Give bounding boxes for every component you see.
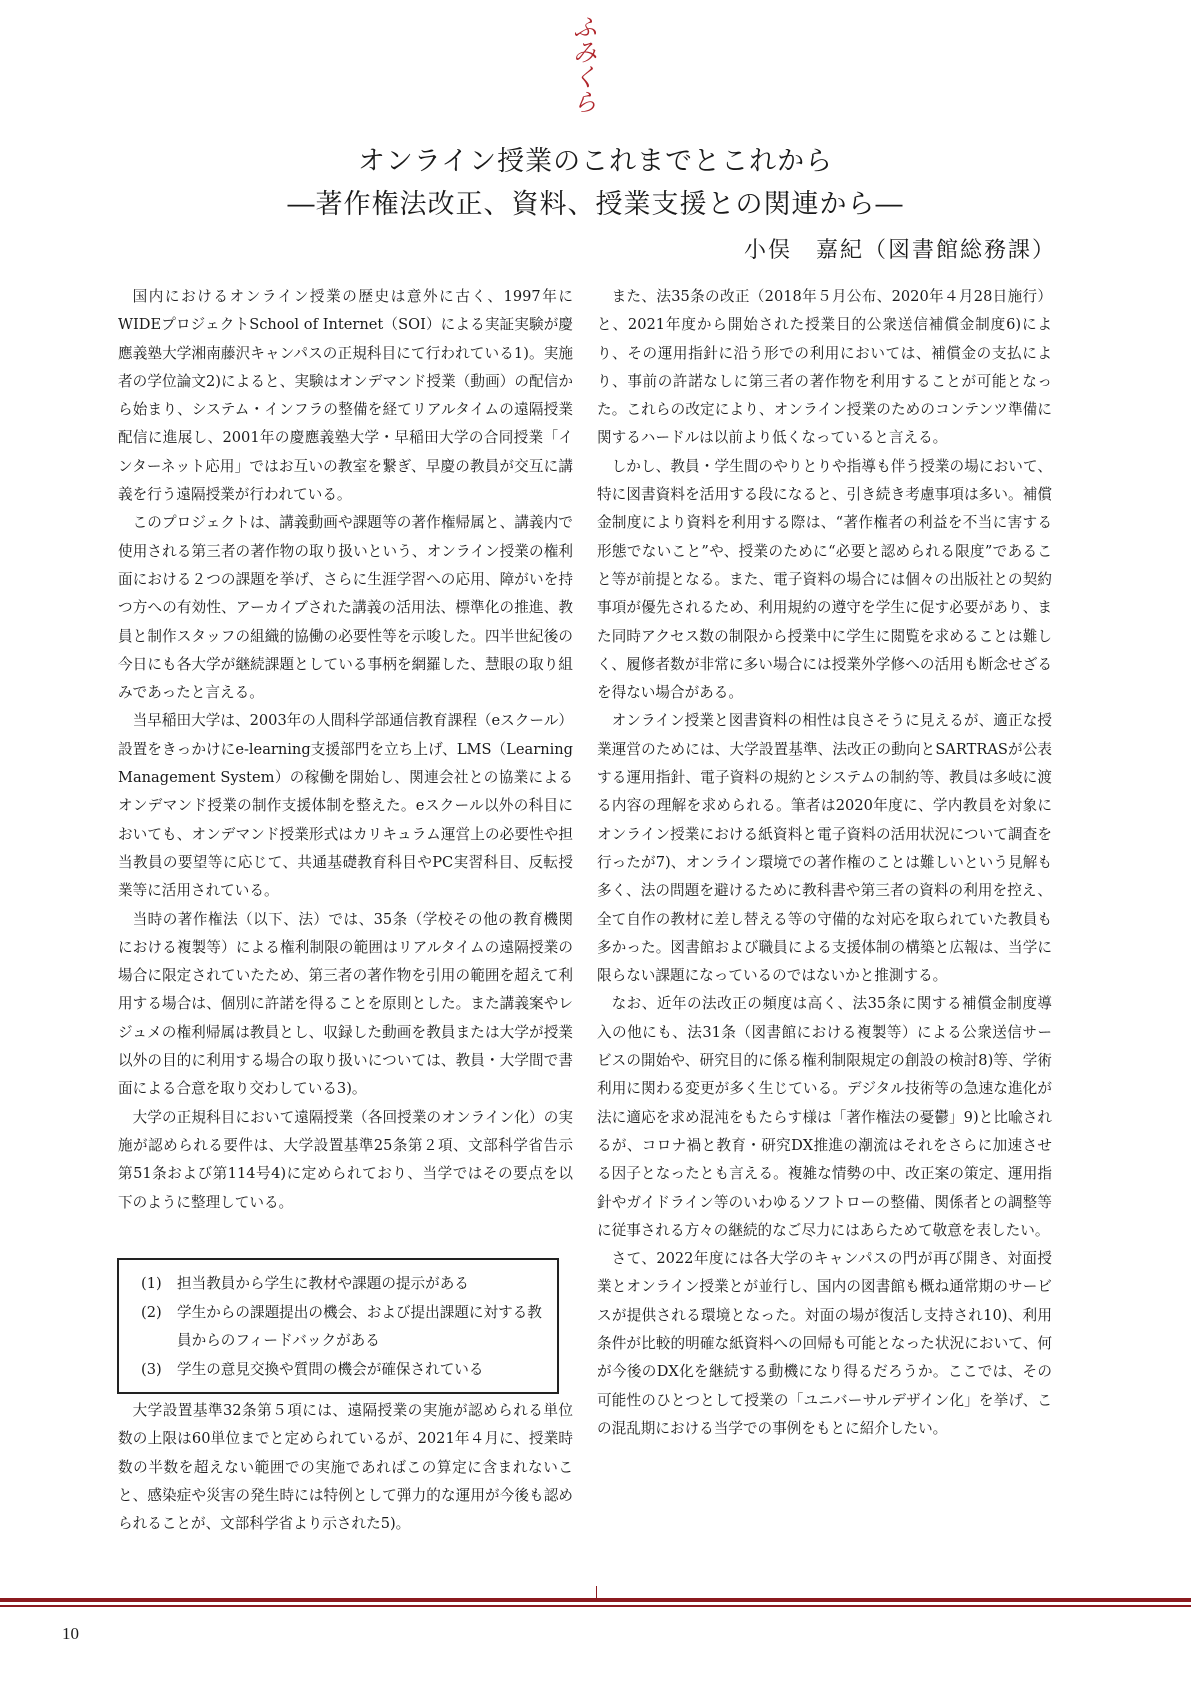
paragraph: オンライン授業と図書資料の相性は良さそうに見えるが、適正な授業運営のためには、大学設置基準、法改正の動向とSARTRASが公表する運用指針、電子資料の規約とシステムの制約等、教員は多岐に渡る内容の理解を求められる。筆者は2020年度に、学内教員を対象にオンライン授業における紙資料と電子資料の活用状況について調査を行ったが7)、オンライン環境での著作権のことは難しいという見解も多く、法の問題を避けるために教科書や第三者の資料の利用を控え、全て自作の教材に差し替える等の守備的な対応を取られていた教員も多かった。図書館および職員による支援体制の構築と広報は、当学に限らない課題になっているのではないかと推測する。 [597,712,1052,985]
title-line-1: オンライン授業のこれまでとこれから [357,146,834,177]
item-text: 担当教員から学生に教材や課題の提示がある [177,1275,469,1292]
requirements-box [117,1258,559,1394]
title-line-2: ―著作権法改正、資料、授業支援との関連から― [287,189,904,220]
paragraph: 国内におけるオンライン授業の歴史は意外に古く、1997年にWIDEプロジェクトSchool of Internet（SOI）による実証実験が慶應義塾大学湘南藤沢キャンパスの正規科目にて行われている1)。実施者の学位論文2)によると、実験はオンデマンド授業（動画）の配信から始まり、システム・インフラの整備を経てリアルタイムの遠隔授業配信に進展し、2001年の慶應義塾大学・早稲田大学の合同授業「インターネット応用」ではお互いの教室を繋ぎ、早慶の教員が交互に講義を行う遠隔授業が行われている。 [118,288,573,504]
left-column [118,283,573,1217]
list-item [127,1299,549,1356]
footer-rule-tick [596,1586,597,1598]
item-text: 学生からの課題提出の機会、および提出課題に対する教員からのフィードバックがある [177,1303,542,1349]
paragraph: さて、2022年度には各大学のキャンパスの門が再び開き、対面授業とオンライン授業とが並行し、国内の図書館も概ね通常期のサービスが提供される環境となった。対面の場が復活し支持され10)、利用条件が比較的明確な紙資料への回帰も可能となった状況において、何が今後のDX化を継続する動機になり得るだろうか。ここでは、その可能性のひとつとして授業の「ユニバーサルデザイン化」を挙げ、この混乱期における当学での事例をもとに紹介したい。 [597,1250,1052,1437]
item-number: (3) [141,1360,162,1378]
item-number: (2) [141,1303,162,1321]
magazine-logo: ふみくら [569,14,598,114]
paragraph: しかし、教員・学生間のやりとりや指導も伴う授業の場において、特に図書資料を活用する段になると、引き続き考慮事項は多い。補償金制度により資料を利用する際は、“著作権者の利益を不当に害する形態でないこと”や、授業のために“必要と認められる限度”であること等が前提となる。また、電子資料の場合には個々の出版社との契約事項が優先されるため、利用規約の遵守を学生に促す必要があり、また同時アクセス数の制限から授業中に学生に閲覧を求めることは難しく、履修者数が非常に多い場合には授業外学修への活用も断念せざるを得ない場合がある。 [597,457,1052,702]
item-text: 学生の意見交換や質問の機会が確保されている [177,1360,484,1378]
paragraph: このプロジェクトは、講義動画や課題等の著作権帰属と、講義内で使用される第三者の著作物の取り扱いという、オンライン授業の権利面における２つの課題を挙げ、さらに生涯学習への応用、障がいを持つ方への有効性、アーカイブされた講義の活用法、標準化の推進、教員と制作スタッフの組織的協働の必要性等を示唆した。四半世紀後の今日にも各大学が継続課題としている事柄を網羅した、慧眼の取り組みであったと言える。 [118,514,573,702]
author-byline: 小俣 嘉紀（図書館総務課） [743,238,1056,263]
list-item [127,1270,549,1299]
paragraph: 大学設置基準32条第５項には、遠隔授業の実施が認められる単位数の上限は60単位までと定められているが、2021年４月に、授業時数の半数を超えない範囲での実施であればこの算定に含まれないこと、感染症や災害の発生時には特例として弾力的な運用が今後も認められることが、文部科学省より示された5)。 [118,1402,573,1533]
footer-rule-thick [0,1598,1191,1602]
paragraph: 当早稲田大学は、2003年の人間科学部通信教育課程（eスクール）設置をきっかけにe-learning支援部門を立ち上げ、LMS（Learning Management System）の稼働を開始し、関連会社との協業によるオンデマンド授業の制作支援体制を整えた。eスクール以外の科目においても、オンデマンド授業形式はカリキュラム運営上の必要性や担当教員の要望等に応じて、共通基礎教育科目やPC実習科目、反転授業等に活用されている。 [118,712,573,900]
left-column-continued [118,1397,573,1538]
paragraph: 当時の著作権法（以下、法）では、35条（学校その他の教育機関における複製等）による権利制限の範囲はリアルタイムの遠隔授業の場合に限定されていたため、第三者の著作物を引用の範囲を超えて利用する場合は、個別に許諾を得ることを原則とした。また講義案やレジュメの権利帰属は教員とし、収録した動画を教員または大学が授業以外の目的に利用する場合の取り扱いについては、教員・大学間で書面による合意を取り交わしている3)。 [118,910,573,1098]
footer-rule-thin [0,1605,1191,1607]
paragraph: 大学の正規科目において遠隔授業（各回授業のオンライン化）の実施が認められる要件は、大学設置基準25条第２項、文部科学省告示第51条および第114号4)に定められており、当学ではその要点を以下のように整理している。 [118,1108,573,1211]
article-title [0,140,1191,226]
item-number: (1) [141,1275,162,1292]
right-column [597,283,1052,1443]
paragraph: また、法35条の改正（2018年５月公布、2020年４月28日施行）と、2021年度から開始された授業目的公衆送信補償金制度6)により、その運用指針に沿う形での利用においては、補償金の支払により、事前の許諾なしに第三者の著作物を利用することが可能となった。これらの改定により、オンライン授業のためのコンテンツ準備に関するハードルは以前より低くなっていると言える。 [597,288,1052,447]
page-number: 10 [62,1624,79,1643]
paragraph: なお、近年の法改正の頻度は高く、法35条に関する補償金制度導入の他にも、法31条（図書館における複製等）による公衆送信サービスの開始や、研究目的に係る権利制限規定の創設の検討8)等、学術利用に関わる変更が多く生じている。デジタル技術等の急速な進化が法に適応を求め混沌をもたらす様は「著作権法の憂鬱」9)と比喩されるが、コロナ禍と教育・研究DX推進の潮流はそれをさらに加速させる因子となったとも言える。複雑な情勢の中、改正案の策定、運用指針やガイドライン等のいわゆるソフトローの整備、関係者との調整等に従事される方々の継続的なご尽力にはあらためて敬意を表したい。 [597,995,1052,1239]
list-item [127,1356,549,1385]
